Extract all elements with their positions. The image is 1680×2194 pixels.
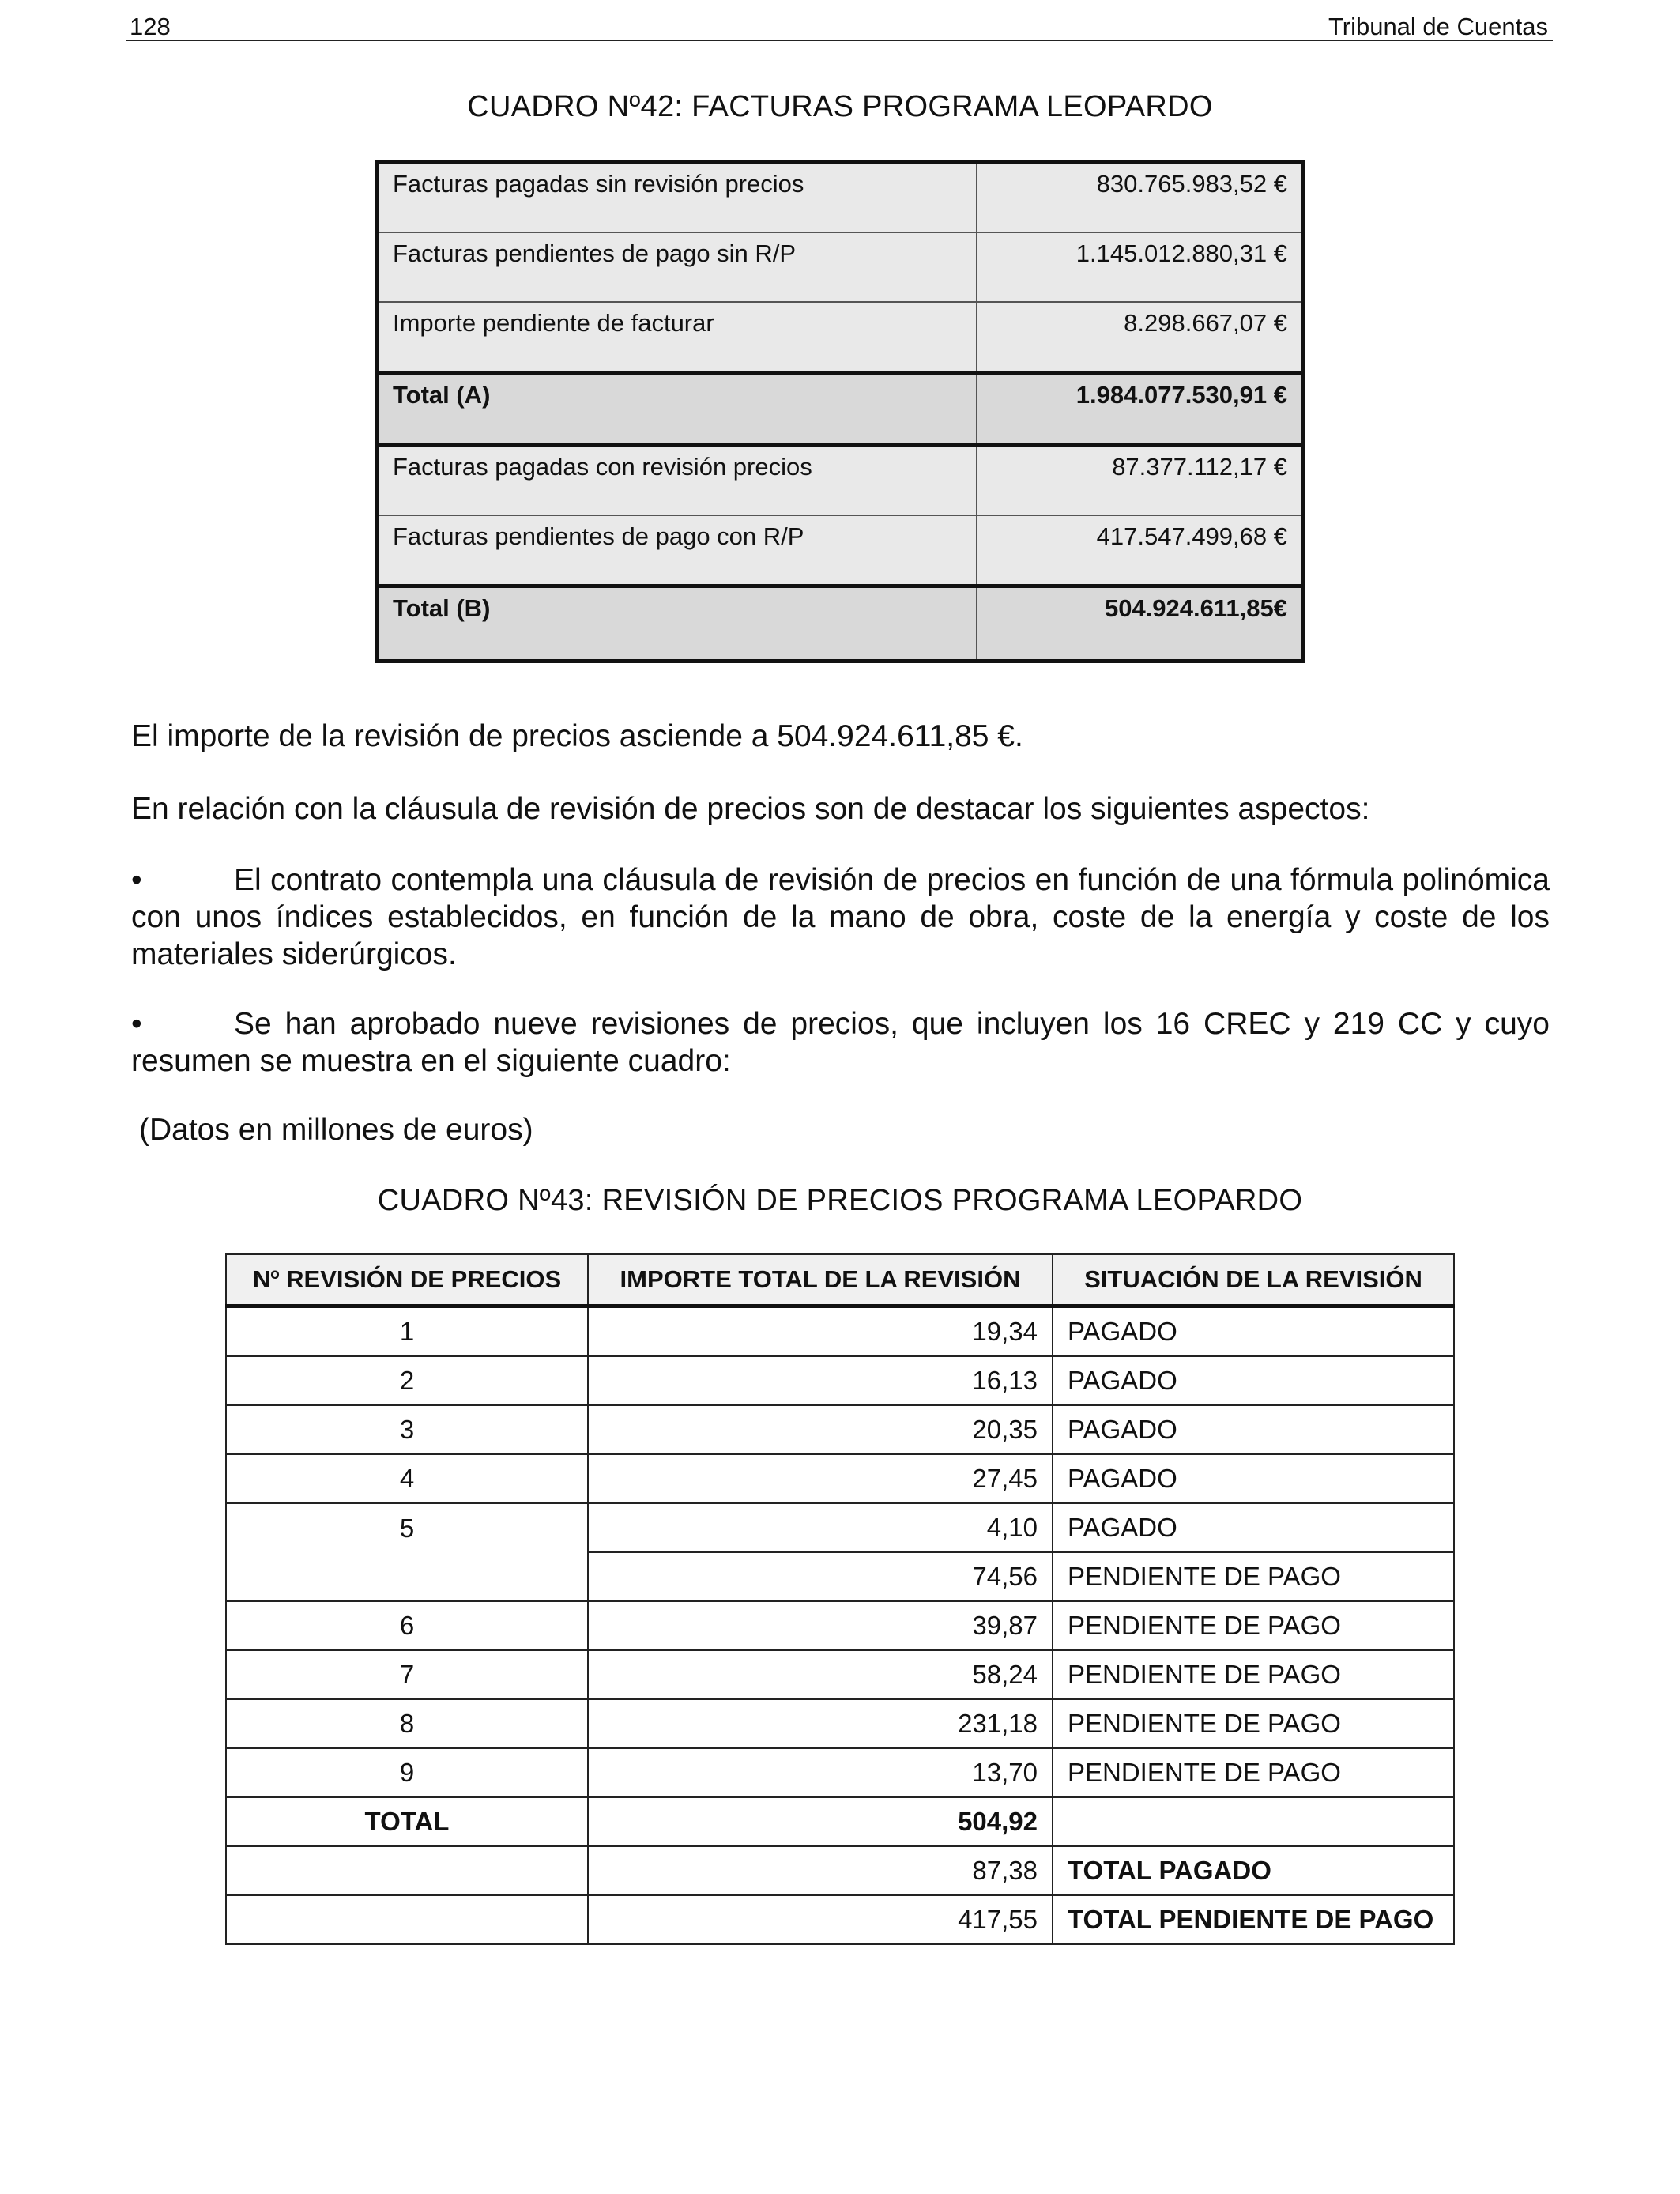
- page-header: [126, 6, 1553, 41]
- bullet-text: Se han aprobado nueve revisiones de precios, que incluyen los 16 CREC y 219 CC y cuyo resumen se muestra en el siguiente cuadro:: [131, 1007, 1550, 1078]
- table-42-caption: CUADRO Nº42: FACTURAS PROGRAMA LEOPARDO: [467, 90, 1213, 123]
- table-row: [226, 1306, 1454, 1357]
- revision-number: 1: [226, 1306, 588, 1357]
- total-pending-row: [226, 1895, 1454, 1944]
- table-row: [377, 302, 1304, 373]
- table-row: [377, 445, 1304, 516]
- table-43-caption: CUADRO Nº43: REVISIÓN DE PRECIOS PROGRAMA LEOPARDO: [377, 1184, 1303, 1217]
- price-revision-table: [225, 1253, 1455, 1945]
- revision-amount: 4,10: [588, 1503, 1053, 1552]
- revision-status: PENDIENTE DE PAGO: [1053, 1650, 1454, 1699]
- revision-status: PAGADO: [1053, 1356, 1454, 1405]
- revision-amount: 74,56: [588, 1552, 1053, 1601]
- paragraph-amount: El importe de la revisión de precios asciende a 504.924.611,85 €.: [131, 719, 1023, 753]
- row-label: Facturas pendientes de pago sin R/P: [377, 232, 977, 302]
- bullet-glyph: •: [131, 863, 142, 897]
- revision-number: 4: [226, 1454, 588, 1503]
- invoices-table: [375, 160, 1305, 663]
- revision-amount: 27,45: [588, 1454, 1053, 1503]
- row-value: 8.298.667,07 €: [977, 302, 1304, 373]
- empty-cell: [226, 1846, 588, 1895]
- revision-number: 9: [226, 1748, 588, 1797]
- units-note: (Datos en millones de euros): [139, 1113, 533, 1147]
- revision-number: 8: [226, 1699, 588, 1748]
- row-value: 830.765.983,52 €: [977, 162, 1304, 233]
- table-header-row: [226, 1254, 1454, 1306]
- table-row: [226, 1601, 1454, 1650]
- revision-status: PAGADO: [1053, 1454, 1454, 1503]
- total-row: [226, 1797, 1454, 1846]
- row-label: Facturas pendientes de pago con R/P: [377, 515, 977, 586]
- revision-amount: 58,24: [588, 1650, 1053, 1699]
- revision-number: 5: [226, 1503, 588, 1601]
- revision-amount: 16,13: [588, 1356, 1053, 1405]
- revision-number: 6: [226, 1601, 588, 1650]
- running-header-title: Tribunal de Cuentas: [1328, 13, 1548, 40]
- bullet-text: El contrato contempla una cláusula de revisión de precios en función de una fórmula polinómica con unos índices establecidos, en función de la mano de obra, coste de la energía y coste de los materiales siderúrgicos.: [131, 863, 1550, 971]
- revision-number: 3: [226, 1405, 588, 1454]
- total-paid-row: [226, 1846, 1454, 1895]
- row-label: Total (A): [377, 373, 977, 445]
- column-header: Nº REVISIÓN DE PRECIOS: [226, 1254, 588, 1306]
- row-value: 504.924.611,85€: [977, 586, 1304, 662]
- bullet-paragraph-1: [131, 861, 1550, 973]
- table-row: [226, 1405, 1454, 1454]
- total-pending-amount: 417,55: [588, 1895, 1053, 1944]
- row-value: 417.547.499,68 €: [977, 515, 1304, 586]
- table-row: [377, 515, 1304, 586]
- revision-status: PAGADO: [1053, 1503, 1454, 1552]
- paragraph-intro: En relación con la cláusula de revisión de precios son de destacar los siguientes aspectos:: [131, 792, 1370, 826]
- revision-status: PENDIENTE DE PAGO: [1053, 1699, 1454, 1748]
- table-row: [226, 1748, 1454, 1797]
- row-value: 87.377.112,17 €: [977, 445, 1304, 516]
- bullet-glyph: •: [131, 1007, 142, 1041]
- row-label: Facturas pagadas con revisión precios: [377, 445, 977, 516]
- revision-status: PAGADO: [1053, 1405, 1454, 1454]
- total-pending-label: TOTAL PENDIENTE DE PAGO: [1053, 1895, 1454, 1944]
- row-label: Facturas pagadas sin revisión precios: [377, 162, 977, 233]
- column-header: SITUACIÓN DE LA REVISIÓN: [1053, 1254, 1454, 1306]
- total-b-row: [377, 586, 1304, 662]
- row-label: Importe pendiente de facturar: [377, 302, 977, 373]
- table-row: [226, 1699, 1454, 1748]
- row-label: Total (B): [377, 586, 977, 662]
- revision-status: PAGADO: [1053, 1306, 1454, 1357]
- empty-cell: [226, 1895, 588, 1944]
- table-row: [377, 162, 1304, 233]
- table-row: [226, 1650, 1454, 1699]
- revision-number: 2: [226, 1356, 588, 1405]
- table-row: [226, 1503, 1454, 1552]
- total-label: TOTAL: [226, 1797, 588, 1846]
- total-paid-amount: 87,38: [588, 1846, 1053, 1895]
- revision-number: 7: [226, 1650, 588, 1699]
- total-amount: 504,92: [588, 1797, 1053, 1846]
- column-header: IMPORTE TOTAL DE LA REVISIÓN: [588, 1254, 1053, 1306]
- revision-amount: 231,18: [588, 1699, 1053, 1748]
- total-a-row: [377, 373, 1304, 445]
- row-value: 1.145.012.880,31 €: [977, 232, 1304, 302]
- row-value: 1.984.077.530,91 €: [977, 373, 1304, 445]
- revision-status: PENDIENTE DE PAGO: [1053, 1601, 1454, 1650]
- revision-status: PENDIENTE DE PAGO: [1053, 1552, 1454, 1601]
- revision-amount: 39,87: [588, 1601, 1053, 1650]
- revision-status: PENDIENTE DE PAGO: [1053, 1748, 1454, 1797]
- revision-amount: 13,70: [588, 1748, 1053, 1797]
- table-row: [377, 232, 1304, 302]
- table-row: [226, 1356, 1454, 1405]
- revision-amount: 20,35: [588, 1405, 1053, 1454]
- page-number: 128: [130, 13, 171, 40]
- total-status: [1053, 1797, 1454, 1846]
- revision-amount: 19,34: [588, 1306, 1053, 1357]
- total-paid-label: TOTAL PAGADO: [1053, 1846, 1454, 1895]
- bullet-paragraph-2: [131, 1005, 1550, 1080]
- table-row: [226, 1454, 1454, 1503]
